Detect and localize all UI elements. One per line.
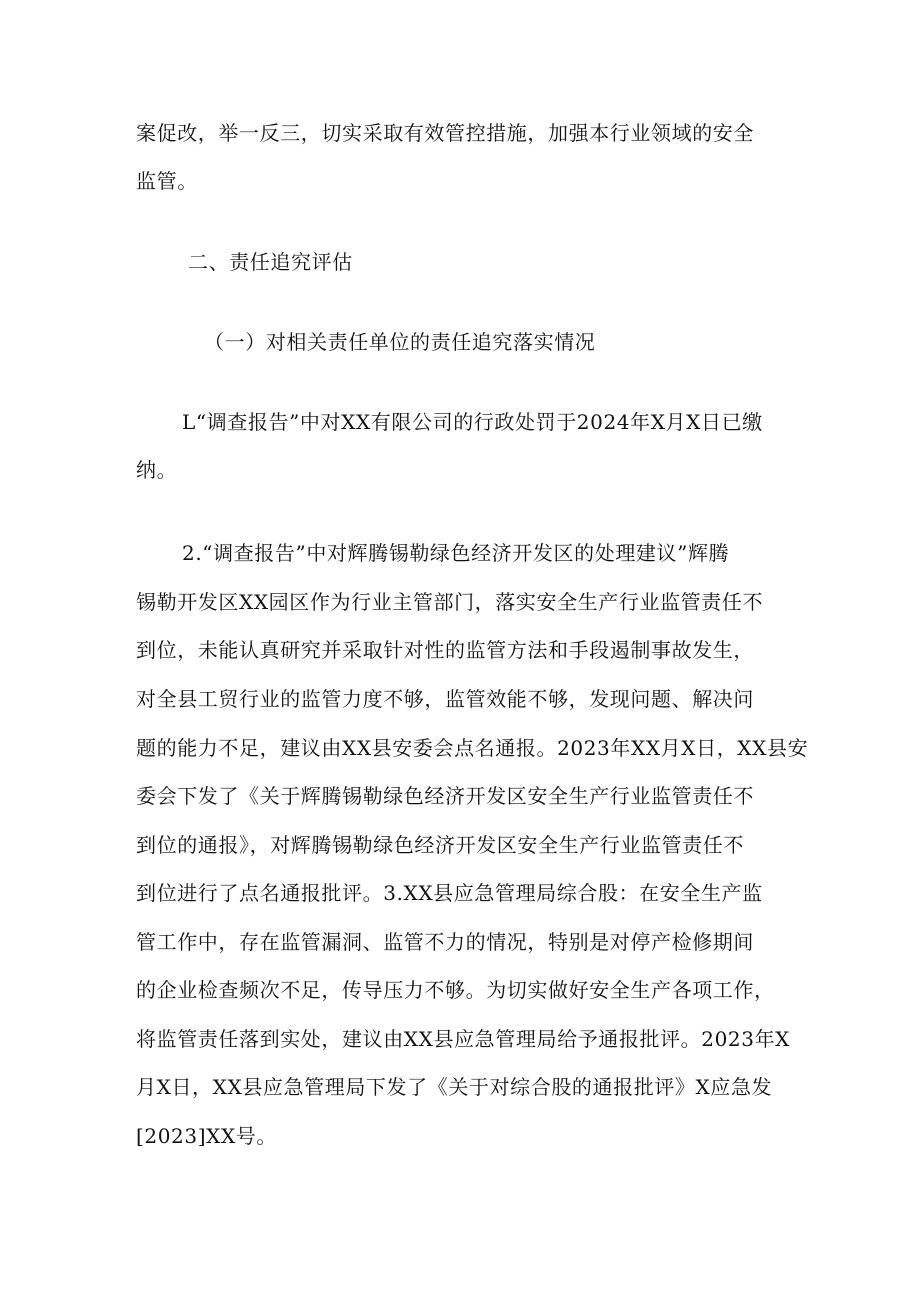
item-2-line-1: 2.“调查报告”中对辉腾锡勒绿色经济开发区的处理建议”辉腾 bbox=[182, 541, 730, 565]
paragraph-1-line-2: 监管。 bbox=[136, 169, 198, 193]
item-1-line-2: 纳。 bbox=[136, 458, 178, 482]
paragraph-1-line-1: 案促改，举一反三，切实采取有效管控措施，加强本行业领域的安全 bbox=[136, 121, 754, 145]
item-2-line-9: 管工作中，存在监管漏洞、监管不力的情况，特别是对停产检修期间 bbox=[136, 930, 754, 954]
item-1-line-1: L“调查报告”中对XX有限公司的行政处罚于2024年X月X日已缴 bbox=[182, 410, 763, 434]
item-2-line-8: 到位进行了点名通报批评。3.XX县应急管理局综合股：在安全生产监 bbox=[136, 881, 763, 905]
item-2-line-4: 对全县工贸行业的监管力度不够，监管效能不够，发现问题、解决问 bbox=[136, 687, 754, 711]
item-2-line-13: [2023]XX号。 bbox=[136, 1124, 277, 1148]
item-2-line-10: 的企业检查频次不足，传导压力不够。为切实做好安全生产各项工作， bbox=[136, 978, 775, 1002]
item-2-line-6: 委会下发了《关于辉腾锡勒绿色经济开发区安全生产行业监管责任不 bbox=[136, 784, 754, 808]
item-2-line-7: 到位的通报》，对辉腾锡勒绿色经济开发区安全生产行业监管责任不 bbox=[136, 833, 744, 857]
item-2-line-2: 锡勒开发区XX园区作为行业主管部门，落实安全生产行业监管责任不 bbox=[136, 590, 764, 614]
item-2-line-11: 将监管责任落到实处，建议由XX县应急管理局给予通报批评。2023年X bbox=[136, 1027, 791, 1051]
item-2-line-5: 题的能力不足，建议由XX县安委会点名通报。2023年XX月X日，XX县安 bbox=[136, 736, 809, 760]
item-2-line-12: 月X日，XX县应急管理局下发了《关于对综合股的通报批评》X应急发 bbox=[136, 1075, 773, 1099]
subsection-heading: （一）对相关责任单位的责任追究落实情况 bbox=[204, 330, 596, 354]
item-2-line-3: 到位，未能认真研究并采取针对性的监管方法和手段遏制事故发生， bbox=[136, 638, 754, 662]
section-heading: 二、责任追究评估 bbox=[188, 250, 353, 274]
